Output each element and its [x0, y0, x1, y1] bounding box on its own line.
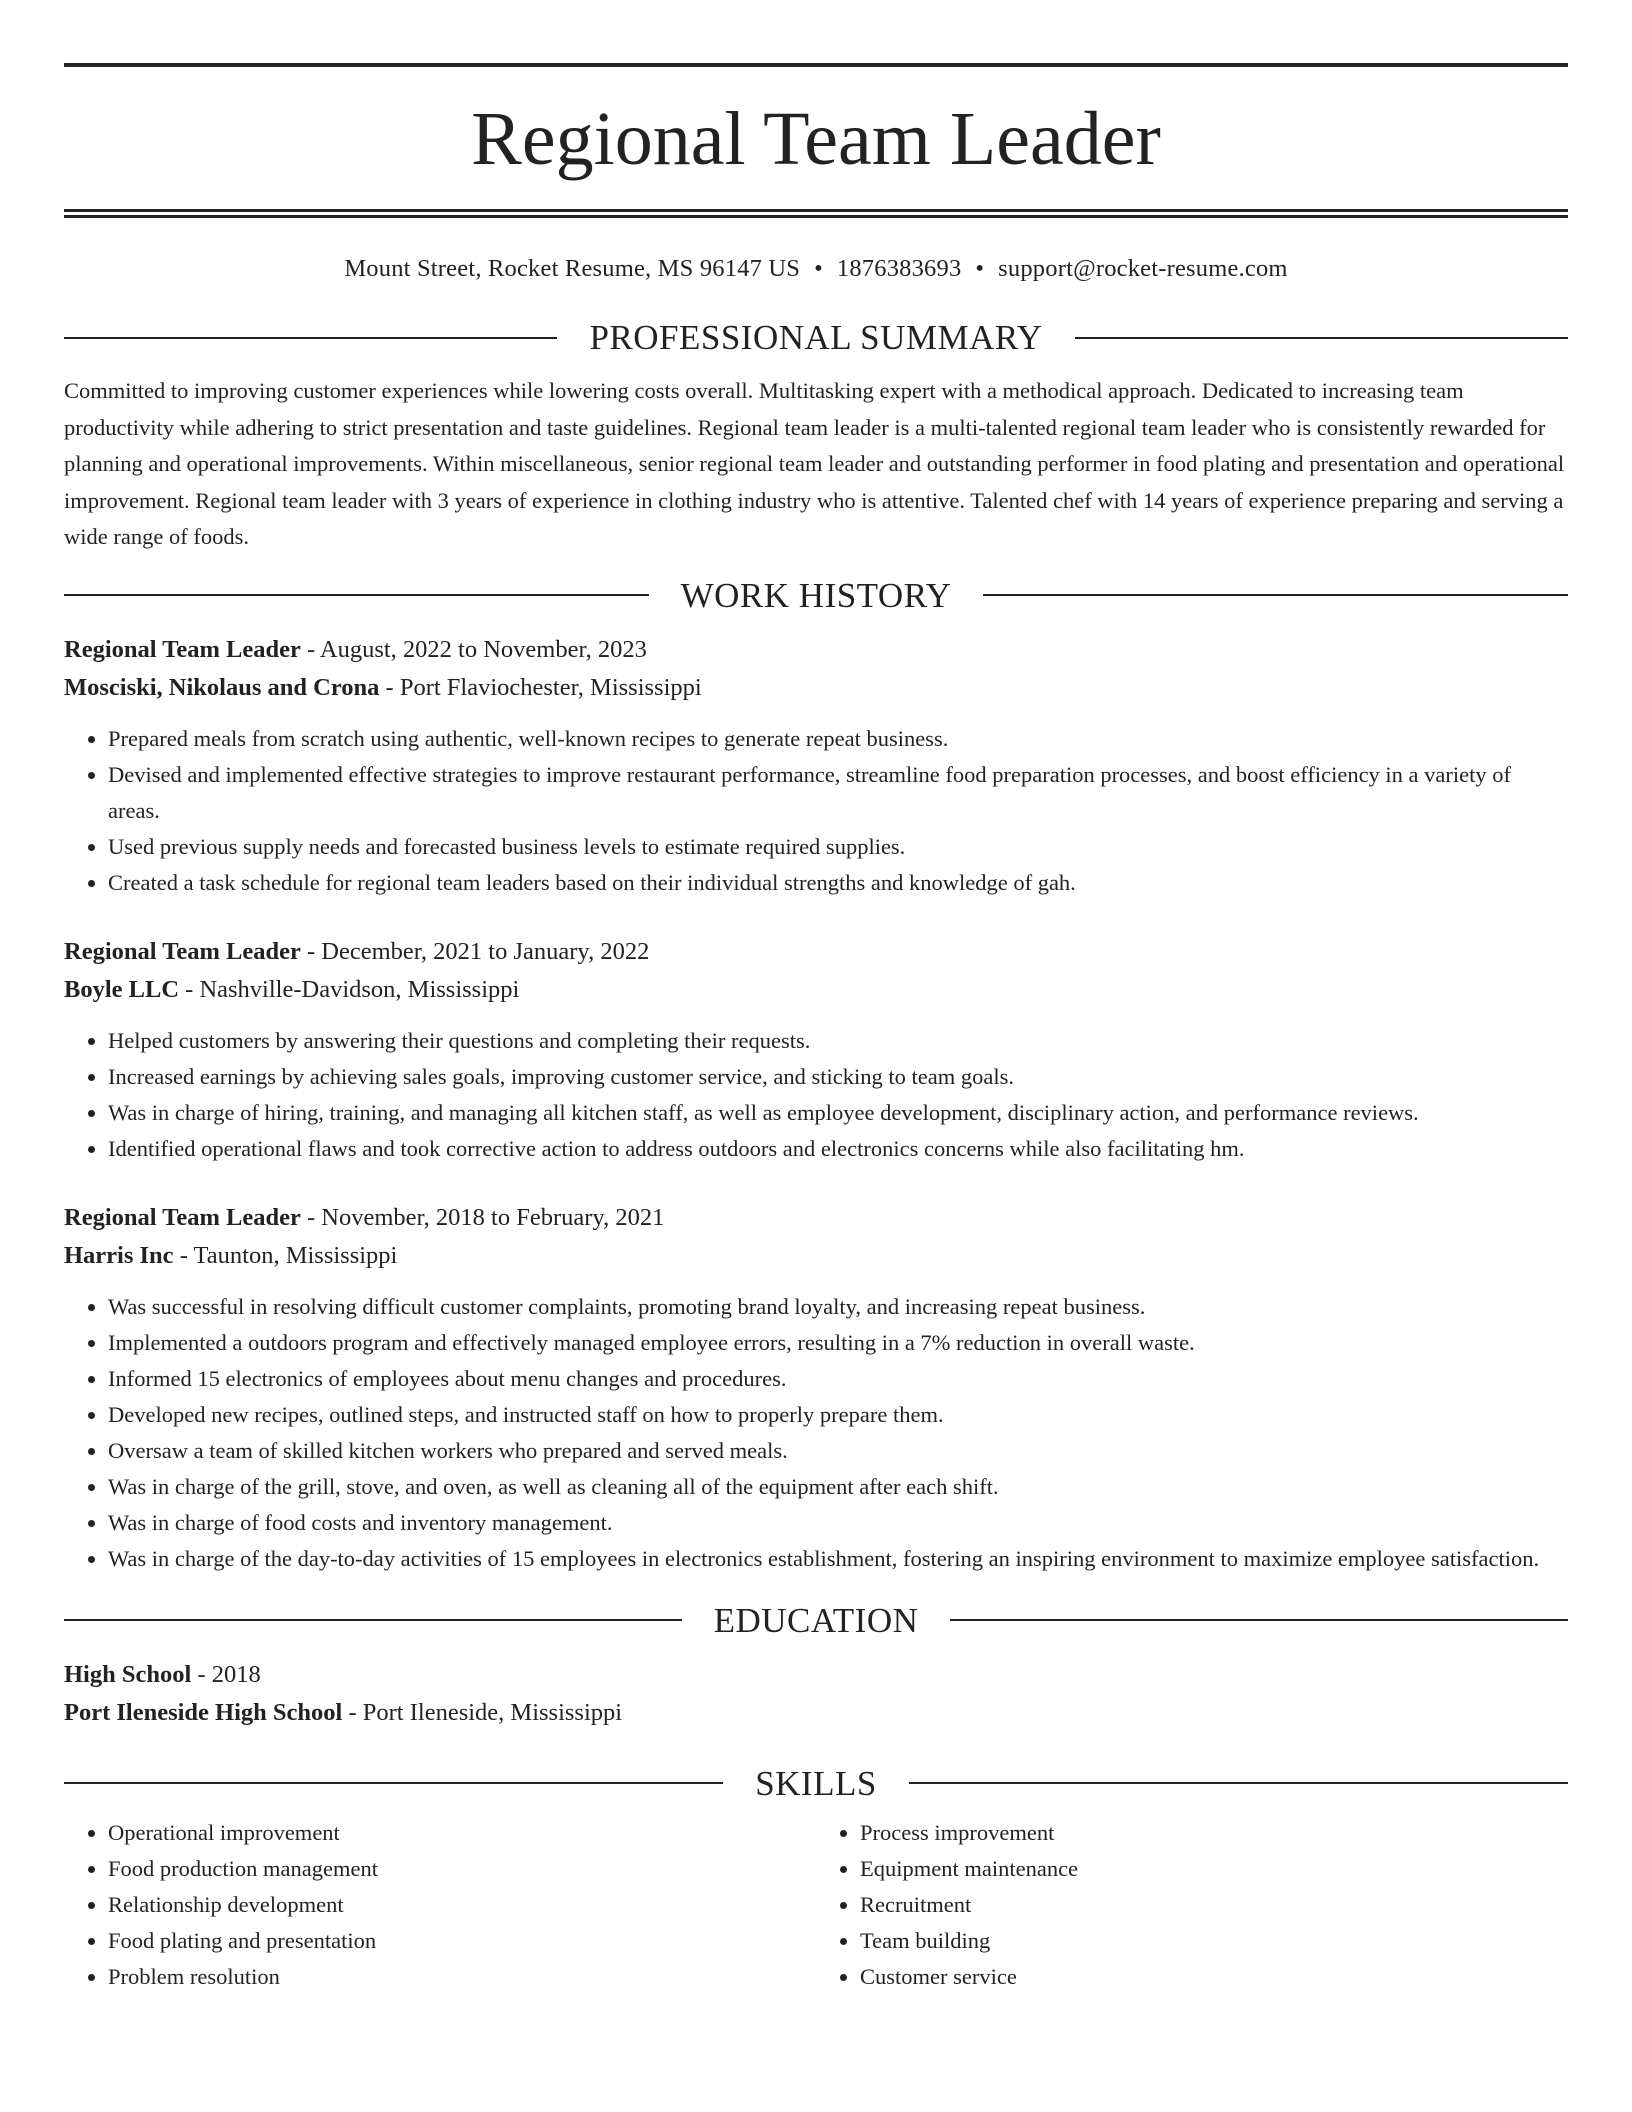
education-degree: High School	[64, 1660, 192, 1688]
contact-separator: •	[814, 255, 823, 282]
skill-item: • Problem resolution	[108, 1959, 816, 1995]
education-section-title: EDUCATION	[713, 1600, 919, 1640]
job-location: - Nashville-Davidson, Mississippi	[179, 975, 520, 1003]
job-bullet: • Was in charge of food costs and inventory management.	[108, 1505, 1568, 1541]
job-company-line	[64, 669, 1568, 707]
summary-section-heading	[64, 320, 1568, 355]
job-location: - Port Flaviochester, Mississippi	[379, 673, 702, 701]
education-degree-line	[64, 1656, 1568, 1694]
skills-section-title: SKILLS	[755, 1763, 877, 1803]
contact-email[interactable]: support@rocket-resume.com	[998, 255, 1288, 282]
heading-rule-left	[64, 1619, 682, 1621]
skill-item: • Recruitment	[860, 1887, 1568, 1923]
job-bullet: • Identified operational flaws and took corrective action to address outdoors and electronics concerns while also facilitating hm.	[108, 1131, 1568, 1167]
job-bullets	[64, 1023, 1568, 1167]
heading-rule-left	[64, 1782, 723, 1784]
contact-address: Mount Street, Rocket Resume, MS 96147 US	[344, 255, 801, 282]
job-location: - Taunton, Mississippi	[173, 1241, 398, 1269]
summary-section-title: PROFESSIONAL SUMMARY	[589, 318, 1043, 357]
job-bullet: • Was in charge of the grill, stove, and oven, as well as cleaning all of the equipment after each shift.	[108, 1469, 1568, 1505]
contact-separator: •	[975, 255, 985, 282]
skills-columns	[64, 1815, 1568, 1995]
job-dates: - August, 2022 to November, 2023	[300, 635, 647, 663]
heading-rule-right	[1075, 337, 1568, 339]
job-bullet: • Was in charge of hiring, training, and managing all kitchen staff, as well as employee development, disciplinary action, and performance reviews.	[108, 1095, 1568, 1131]
job-dates: - November, 2018 to February, 2021	[300, 1203, 665, 1231]
job-company: Harris Inc	[64, 1241, 174, 1269]
job-dates: - December, 2021 to January, 2022	[300, 937, 650, 965]
job-bullet: • Oversaw a team of skilled kitchen workers who prepared and served meals.	[108, 1433, 1568, 1469]
skill-item: • Customer service	[860, 1959, 1568, 1995]
education-location: - Port Ileneside, Mississippi	[342, 1698, 623, 1726]
top-rule	[64, 63, 1568, 67]
job-bullet: • Developed new recipes, outlined steps, and instructed staff on how to properly prepare them.	[108, 1397, 1568, 1433]
skill-item: • Team building	[860, 1923, 1568, 1959]
resume-title: Regional Team Leader	[471, 97, 1161, 181]
education-entry	[64, 1656, 1568, 1732]
heading-rule-right	[983, 594, 1568, 596]
job-title: Regional Team Leader	[64, 937, 301, 965]
heading-rule-right	[950, 1619, 1568, 1621]
education-section-heading	[64, 1600, 1568, 1640]
job-bullet: • Was successful in resolving difficult customer complaints, promoting brand loyalty, and increasing repeat business.	[108, 1289, 1568, 1325]
skill-item: • Food plating and presentation	[108, 1923, 816, 1959]
job-title: Regional Team Leader	[64, 1203, 301, 1231]
job-title-line	[64, 631, 1568, 669]
job-title: Regional Team Leader	[64, 635, 301, 663]
skill-item: • Equipment maintenance	[860, 1851, 1568, 1887]
job-company: Mosciski, Nikolaus and Crona	[64, 673, 380, 701]
skill-item: • Process improvement	[860, 1815, 1568, 1851]
heading-rule-left	[64, 594, 649, 596]
job-bullet: • Created a task schedule for regional team leaders based on their individual strengths and knowledge of gah.	[108, 865, 1568, 901]
heading-rule-right	[909, 1782, 1568, 1784]
education-school: Port Ileneside High School	[64, 1698, 343, 1726]
job-bullet: • Used previous supply needs and forecasted business levels to estimate required supplies.	[108, 829, 1568, 865]
job-entry	[64, 933, 1568, 1167]
job-title-line	[64, 1199, 1568, 1237]
education-year: - 2018	[191, 1660, 261, 1688]
job-bullets	[64, 1289, 1568, 1577]
skills-list-right	[816, 1815, 1568, 1995]
job-bullet: • Increased earnings by achieving sales goals, improving customer service, and sticking to team goals.	[108, 1059, 1568, 1095]
job-bullet: • Prepared meals from scratch using authentic, well-known recipes to generate repeat business.	[108, 721, 1568, 757]
skill-item: • Food production management	[108, 1851, 816, 1887]
job-bullet: • Helped customers by answering their questions and completing their requests.	[108, 1023, 1568, 1059]
education-school-line	[64, 1694, 1568, 1732]
job-entry	[64, 631, 1568, 901]
work-section-title: WORK HISTORY	[680, 575, 952, 615]
job-company: Boyle LLC	[64, 975, 180, 1003]
job-title-line	[64, 933, 1568, 971]
job-company-line	[64, 1237, 1568, 1275]
heading-rule-left	[64, 337, 557, 339]
summary-text: Committed to improving customer experiences while lowering costs overall. Multitasking expert with a methodical approach. Dedicated to increasing team productivity while adhering to strict presentation and taste guidelines. Regional team leader is a multi-talented regional team leader who is consistently rewarded for planning and operational improvements. Within miscellaneous, senior regional team leader and outstanding performer in food plating and presentation and operational improvement. Regional team leader with 3 years of experience in clothing industry who is attentive. Talented chef with 14 years of experience preparing and serving a wide range of foods.	[64, 378, 1565, 549]
job-bullet: • Informed 15 electronics of employees about menu changes and procedures.	[108, 1361, 1568, 1397]
contact-phone: 1876383693	[836, 255, 962, 282]
job-entry	[64, 1199, 1568, 1577]
job-company-line	[64, 971, 1568, 1009]
job-bullets	[64, 721, 1568, 901]
skills-list-left	[64, 1815, 816, 1995]
contact-line	[64, 254, 1568, 284]
skill-item: • Operational improvement	[108, 1815, 816, 1851]
skills-section-heading	[64, 1763, 1568, 1803]
work-section-heading	[64, 575, 1568, 615]
title-double-rule	[64, 209, 1568, 218]
job-bullet: • Was in charge of the day-to-day activities of 15 employees in electronics establishment, fostering an inspiring environment to maximize employee satisfaction.	[108, 1541, 1568, 1577]
skill-item: • Relationship development	[108, 1887, 816, 1923]
job-bullet: • Implemented a outdoors program and effectively managed employee errors, resulting in a 7% reduction in overall waste.	[108, 1325, 1568, 1361]
job-bullet: • Devised and implemented effective strategies to improve restaurant performance, streamline food preparation processes, and boost efficiency in a variety of areas.	[108, 757, 1568, 829]
